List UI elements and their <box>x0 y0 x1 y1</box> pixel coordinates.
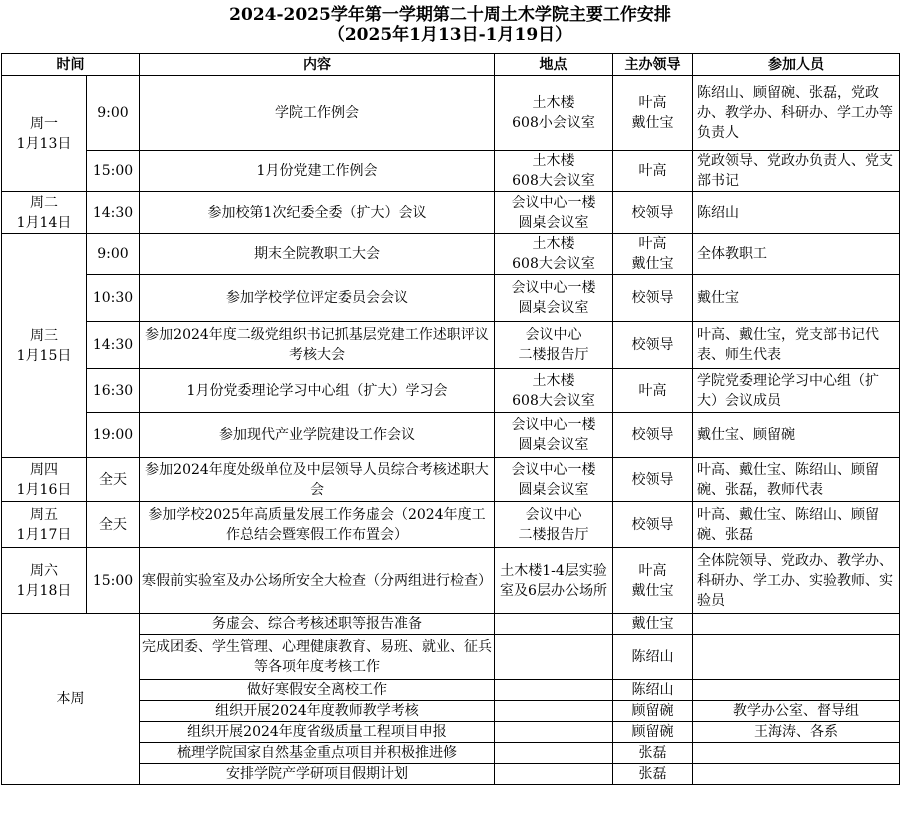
task-leader: 陈绍山 <box>613 680 693 701</box>
day-date: 1月16日 <box>16 481 72 498</box>
event-leader-line: 叶高 <box>638 382 667 399</box>
task-location <box>495 701 613 722</box>
task-content: 做好寒假安全离校工作 <box>140 680 495 701</box>
event-location-line: 会议中心 <box>525 506 582 523</box>
table-row <box>2 413 900 458</box>
task-location <box>495 680 613 701</box>
task-content: 组织开展2024年度教师教学考核 <box>140 701 495 722</box>
task-participants <box>693 680 900 701</box>
event-location-line: 土木楼 <box>532 95 575 111</box>
event-time: 15:00 <box>87 548 140 614</box>
day-date: 1月17日 <box>16 526 72 543</box>
task-content: 务虚会、综合考核述职等报告准备 <box>140 614 495 635</box>
table-row <box>2 548 900 614</box>
task-leader: 张磊 <box>613 743 693 764</box>
event-leader-line: 叶高 <box>638 163 667 179</box>
event-location <box>495 151 613 192</box>
day-date: 1月14日 <box>16 214 72 231</box>
event-location-line: 608大会议室 <box>512 173 595 189</box>
task-location <box>495 722 613 743</box>
event-leader-line: 叶高 <box>638 95 667 111</box>
event-location-line: 土木楼 <box>532 372 575 389</box>
task-participants <box>693 764 900 785</box>
event-leader-line: 戴仕宝 <box>631 256 674 272</box>
day-cell <box>2 234 87 458</box>
event-leader <box>613 76 693 151</box>
event-location-line: 会议中心 <box>525 327 582 343</box>
task-location <box>495 635 613 680</box>
event-time: 10:30 <box>87 275 140 322</box>
event-location-line: 二楼报告厅 <box>518 526 589 543</box>
task-leader: 顾留碗 <box>613 722 693 743</box>
event-leader <box>613 502 693 548</box>
event-content: 参加学校学位评定委员会会议 <box>140 275 495 322</box>
event-leader <box>613 369 693 413</box>
event-content: 1月份党委理论学习中心组（扩大）学习会 <box>140 369 495 413</box>
page-subtitle: （2025年1月13日-1月19日） <box>327 25 573 45</box>
header-row <box>2 54 900 76</box>
day-cell <box>2 458 87 502</box>
task-content: 安排学院产学研项目假期计划 <box>140 764 495 785</box>
event-location-line: 圆桌会议室 <box>518 481 589 498</box>
table-row <box>2 322 900 369</box>
page-title: 2024-2025学年第一学期第二十周土木学院主要工作安排 <box>229 5 671 25</box>
event-location-line: 土木楼 <box>532 153 575 169</box>
event-participants: 学院党委理论学习中心组（扩大）会议成员 <box>693 369 900 413</box>
event-content: 期末全院教职工大会 <box>140 234 495 275</box>
schedule-table <box>1 53 900 785</box>
event-participants: 陈绍山 <box>693 192 900 234</box>
day-label: 周四 <box>30 461 58 478</box>
event-content: 寒假前实验室及办公场所安全大检查（分两组进行检查） <box>140 548 495 614</box>
event-time: 15:00 <box>87 151 140 192</box>
event-location-line: 会议中心一楼 <box>511 194 596 211</box>
table-row <box>2 369 900 413</box>
event-location-line: 608小会议室 <box>512 115 595 131</box>
event-content: 学院工作例会 <box>140 76 495 151</box>
event-location-line: 会议中心一楼 <box>511 417 596 433</box>
header-location: 地点 <box>495 54 613 76</box>
table-row <box>2 502 900 548</box>
event-participants: 戴仕宝、顾留碗 <box>693 413 900 458</box>
event-location <box>495 413 613 458</box>
event-leader <box>613 151 693 192</box>
task-leader: 张磊 <box>613 764 693 785</box>
task-leader: 陈绍山 <box>613 635 693 680</box>
day-date: 1月18日 <box>16 582 72 599</box>
header-time: 时间 <box>2 54 140 76</box>
event-location-line: 会议中心一楼 <box>511 280 596 296</box>
task-location <box>495 614 613 635</box>
event-leader-line: 校领导 <box>631 516 674 533</box>
event-leader-line: 校领导 <box>631 427 674 443</box>
event-leader-line: 戴仕宝 <box>631 115 674 131</box>
event-leader <box>613 548 693 614</box>
day-cell <box>2 502 87 548</box>
event-location <box>495 192 613 234</box>
event-participants: 叶高、戴仕宝、陈绍山、顾留碗、张磊，教师代表 <box>693 458 900 502</box>
day-cell <box>2 76 87 192</box>
event-leader <box>613 413 693 458</box>
day-label: 周二 <box>30 194 58 211</box>
event-content: 参加校第1次纪委全委（扩大）会议 <box>140 192 495 234</box>
event-location <box>495 458 613 502</box>
event-leader-line: 校领导 <box>631 290 674 306</box>
event-time: 全天 <box>87 502 140 548</box>
task-content: 梳理学院国家自然基金重点项目并积极推进修 <box>140 743 495 764</box>
table-row <box>2 614 900 635</box>
header-content: 内容 <box>140 54 495 76</box>
event-leader <box>613 275 693 322</box>
day-cell <box>2 192 87 234</box>
day-label: 周五 <box>30 506 58 523</box>
event-participants: 陈绍山、顾留碗、张磊，党政办、教学办、科研办、学工办等负责人 <box>693 76 900 151</box>
task-participants: 王海涛、各系 <box>693 722 900 743</box>
event-content: 参加学校2025年高质量发展工作务虚会（2024年度工作总结会暨寒假工作布置会） <box>140 502 495 548</box>
event-content: 参加2024年度处级单位及中层领导人员综合考核述职大会 <box>140 458 495 502</box>
day-label: 周三 <box>30 327 58 344</box>
table-row <box>2 458 900 502</box>
event-location-line: 圆桌会议室 <box>518 437 589 453</box>
event-leader-line: 校领导 <box>631 204 674 221</box>
header-participants: 参加人员 <box>693 54 900 76</box>
event-location <box>495 76 613 151</box>
day-date: 1月13日 <box>16 135 72 152</box>
event-participants: 叶高、戴仕宝，党支部书记代表、师生代表 <box>693 322 900 369</box>
task-content: 完成团委、学生管理、心理健康教育、易班、就业、征兵等各项年度考核工作 <box>140 635 495 680</box>
event-content: 1月份党建工作例会 <box>140 151 495 192</box>
event-leader-line: 校领导 <box>631 471 674 488</box>
task-participants: 教学办公室、督导组 <box>693 701 900 722</box>
event-time: 9:00 <box>87 76 140 151</box>
event-participants: 戴仕宝 <box>693 275 900 322</box>
event-leader-line: 叶高 <box>638 236 667 252</box>
event-location <box>495 502 613 548</box>
event-location-line: 会议中心一楼 <box>511 461 596 478</box>
task-location <box>495 764 613 785</box>
event-location-line: 二楼报告厅 <box>518 347 589 363</box>
event-time: 9:00 <box>87 234 140 275</box>
day-cell <box>2 548 87 614</box>
event-location <box>495 369 613 413</box>
event-location-line: 圆桌会议室 <box>518 300 589 316</box>
event-location <box>495 275 613 322</box>
task-location <box>495 743 613 764</box>
day-date: 1月15日 <box>16 347 72 364</box>
event-time: 14:30 <box>87 192 140 234</box>
event-location-line: 608大会议室 <box>512 392 595 409</box>
event-leader <box>613 458 693 502</box>
day-label: 周一 <box>30 115 58 132</box>
task-participants <box>693 614 900 635</box>
event-leader <box>613 322 693 369</box>
event-location-line: 608大会议室 <box>512 256 595 272</box>
task-leader: 顾留碗 <box>613 701 693 722</box>
event-location-line: 土木楼 <box>532 236 575 252</box>
table-row <box>2 192 900 234</box>
event-leader <box>613 192 693 234</box>
event-location <box>495 234 613 275</box>
week-label: 本周 <box>2 614 140 785</box>
header-leader: 主办领导 <box>613 54 693 76</box>
task-participants <box>693 743 900 764</box>
event-location-line: 土木楼1-4层实验室及6层办公场所 <box>500 562 607 599</box>
table-row <box>2 76 900 151</box>
event-participants: 全体院领导、党政办、教学办、科研办、学工办、实验教师、实验员 <box>693 548 900 614</box>
event-location-line: 圆桌会议室 <box>518 214 589 231</box>
event-leader-line: 戴仕宝 <box>631 582 674 599</box>
event-leader <box>613 234 693 275</box>
event-leader-line: 叶高 <box>638 562 667 579</box>
task-participants <box>693 635 900 680</box>
table-row <box>2 151 900 192</box>
event-participants: 全体教职工 <box>693 234 900 275</box>
event-participants: 叶高、戴仕宝、陈绍山、顾留碗、张磊 <box>693 502 900 548</box>
event-location <box>495 548 613 614</box>
table-row <box>2 275 900 322</box>
event-time: 全天 <box>87 458 140 502</box>
event-time: 14:30 <box>87 322 140 369</box>
event-content: 参加现代产业学院建设工作会议 <box>140 413 495 458</box>
event-time: 19:00 <box>87 413 140 458</box>
event-leader-line: 校领导 <box>631 337 674 353</box>
event-participants: 党政领导、党政办负责人、党支部书记 <box>693 151 900 192</box>
event-time: 16:30 <box>87 369 140 413</box>
table-row <box>2 234 900 275</box>
event-location <box>495 322 613 369</box>
task-content: 组织开展2024年度省级质量工程项目申报 <box>140 722 495 743</box>
day-label: 周六 <box>30 562 58 579</box>
task-leader: 戴仕宝 <box>613 614 693 635</box>
event-content: 参加2024年度二级党组织书记抓基层党建工作述职评议考核大会 <box>140 322 495 369</box>
